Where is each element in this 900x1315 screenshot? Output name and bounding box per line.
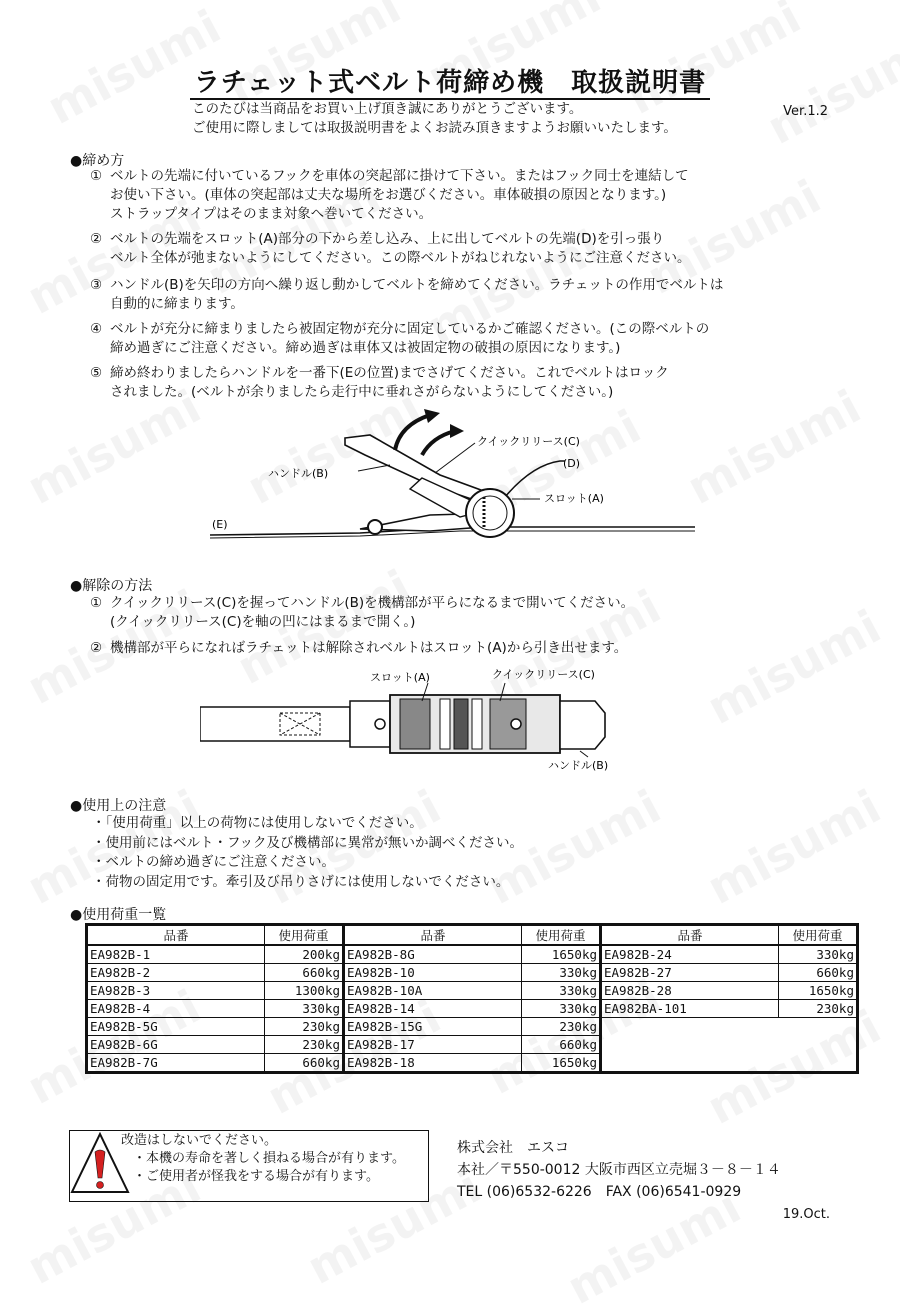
step-line: ベルトの先端に付いているフックを車体の突起部に掛けて下さい。またはフック同士を連結して <box>110 168 689 184</box>
col-part-header: 品番 <box>601 925 779 946</box>
part-number-cell: EA982BA-101 <box>601 1000 779 1018</box>
empty-cell <box>601 1036 779 1054</box>
caution-item: ・荷物の固定用です。牽引及び吊りさげには使用しないでください。 <box>92 873 510 890</box>
part-number-cell: EA982B-10 <box>344 964 522 982</box>
caution-item: ・ベルトの締め過ぎにご注意ください。 <box>92 854 335 870</box>
label-e: (E) <box>212 518 228 531</box>
tighten-step-1 <box>90 167 689 224</box>
issue-date: 19.Oct. <box>782 1207 830 1222</box>
company-info <box>457 1137 781 1203</box>
intro-line-2: ご使用に際しましては取扱説明書をよくお読み頂きますようお願いいたします。 <box>192 120 677 136</box>
tighten-step-5 <box>90 364 669 402</box>
tighten-heading: ●締め方 <box>70 153 125 169</box>
step-number: ① <box>90 168 103 184</box>
part-number-cell: EA982B-8G <box>344 945 522 964</box>
table-row <box>87 1000 858 1018</box>
table-row <box>87 1054 858 1073</box>
step-line: 機構部が平らになればラチェットは解除されベルトはスロット(A)から引き出せます。 <box>110 640 628 656</box>
version-label: Ver.1.2 <box>783 104 828 119</box>
step-line: 締め過ぎにご注意ください。締め過ぎは車体又は被固定物の破損の原因になります。) <box>110 340 621 356</box>
empty-cell <box>601 1054 779 1073</box>
load-value-cell: 230kg <box>265 1018 344 1036</box>
load-value-cell: 1650kg <box>522 945 601 964</box>
step-number: ① <box>90 595 103 611</box>
step-number: ② <box>90 640 103 656</box>
part-number-cell: EA982B-2 <box>87 964 265 982</box>
load-table-heading: ●使用荷重一覧 <box>70 907 167 923</box>
load-table <box>85 923 859 1074</box>
ratchet-release-diagram <box>200 665 640 780</box>
load-value-cell: 660kg <box>265 1054 344 1073</box>
part-number-cell: EA982B-4 <box>87 1000 265 1018</box>
label-handle: ハンドル(B) <box>548 759 609 772</box>
col-load-header: 使用荷重 <box>522 925 601 946</box>
warning-text <box>121 1132 405 1186</box>
part-number-cell: EA982B-10A <box>344 982 522 1000</box>
release-step-1 <box>90 594 634 632</box>
company-phone: TEL (06)6532-6226 FAX (06)6541-0929 <box>457 1184 742 1200</box>
ratchet-tighten-diagram <box>200 405 720 555</box>
load-value-cell: 1300kg <box>265 982 344 1000</box>
step-line: ベルトが充分に締まりましたら被固定物が充分に固定しているかご確認ください。(この際ベルトの <box>110 321 710 337</box>
step-line: 自動的に締まります。 <box>110 296 244 312</box>
col-part-header: 品番 <box>87 925 265 946</box>
label-quick-release: クイックリリース(C) <box>492 668 595 681</box>
warning-line: 改造はしないでください。 <box>121 1133 278 1148</box>
step-number: ④ <box>90 321 103 337</box>
label-d: (D) <box>563 457 581 470</box>
step-line: ベルトの先端をスロット(A)部分の下から差し込み、上に出してベルトの先端(D)を引っ張り <box>110 231 665 247</box>
step-number: ⑤ <box>90 365 103 381</box>
step-line: ストラップタイプはそのまま対象へ巻いてください。 <box>110 206 433 222</box>
part-number-cell: EA982B-5G <box>87 1018 265 1036</box>
step-line: されました。(ベルトが余りましたら走行中に垂れさがらないようにしてください。) <box>110 384 614 400</box>
caution-item: ・使用前にはベルト・フック及び機構部に異常が無いか調べください。 <box>92 834 524 851</box>
load-value-cell: 330kg <box>522 964 601 982</box>
intro-text <box>192 100 677 138</box>
load-value-cell: 200kg <box>265 945 344 964</box>
load-value-cell: 330kg <box>522 982 601 1000</box>
part-number-cell: EA982B-14 <box>344 1000 522 1018</box>
caution-heading: ●使用上の注意 <box>70 798 167 814</box>
table-header-row <box>87 925 858 946</box>
warning-line: ・本機の寿命を著しく損ねる場合が有ります。 <box>133 1151 405 1166</box>
col-load-header: 使用荷重 <box>779 925 858 946</box>
step-line: (クイックリリース(C)を軸の凹にはまるまで開く。) <box>110 614 416 630</box>
watermark-text <box>698 599 889 735</box>
load-value-cell: 330kg <box>265 1000 344 1018</box>
label-slot: スロット(A) <box>544 492 604 505</box>
empty-cell <box>779 1018 858 1036</box>
empty-cell <box>601 1018 779 1036</box>
load-value-cell: 660kg <box>779 964 858 982</box>
load-value-cell: 230kg <box>522 1018 601 1036</box>
watermark-text <box>698 779 889 915</box>
table-row <box>87 1018 858 1036</box>
release-heading: ●解除の方法 <box>70 578 153 594</box>
part-number-cell: EA982B-24 <box>601 945 779 964</box>
part-number-cell: EA982B-15G <box>344 1018 522 1036</box>
company-name: 株式会社 エスコ <box>457 1140 569 1156</box>
step-line: 締め終わりましたらハンドルを一番下(Eの位置)までさげてください。これでベルトはロック <box>110 365 669 381</box>
step-number: ③ <box>90 277 103 293</box>
step-line: クイックリリース(C)を握ってハンドル(B)を機構部が平らになるまで開いてください。 <box>110 595 635 611</box>
part-number-cell: EA982B-17 <box>344 1036 522 1054</box>
col-part-header: 品番 <box>344 925 522 946</box>
load-value-cell: 1650kg <box>779 982 858 1000</box>
empty-cell <box>779 1036 858 1054</box>
load-value-cell: 230kg <box>265 1036 344 1054</box>
load-value-cell: 330kg <box>779 945 858 964</box>
caution-list <box>92 814 523 892</box>
label-handle: ハンドル(B) <box>268 467 329 480</box>
load-value-cell: 330kg <box>522 1000 601 1018</box>
part-number-cell: EA982B-1 <box>87 945 265 964</box>
part-number-cell: EA982B-18 <box>344 1054 522 1073</box>
release-step-2 <box>90 639 627 658</box>
load-value-cell: 660kg <box>265 964 344 982</box>
step-line: ハンドル(B)を矢印の方向へ繰り返し動かしてベルトを締めてください。ラチェットの作用でベルトは <box>110 277 724 293</box>
direction-arrow-1 <box>395 415 430 450</box>
label-slot: スロット(A) <box>370 671 430 684</box>
table-row <box>87 945 858 964</box>
part-number-cell: EA982B-3 <box>87 982 265 1000</box>
intro-line-1: このたびは当商品をお買い上げ頂き誠にありがとうございます。 <box>192 101 583 117</box>
page-title <box>0 62 900 99</box>
step-line: お使い下さい。(車体の突起部は丈夫な場所をお選びください。車体破損の原因となります。) <box>110 187 667 203</box>
part-number-cell: EA982B-27 <box>601 964 779 982</box>
table-row <box>87 1036 858 1054</box>
caution-item: ・「使用荷重」以上の荷物には使用しないでください。 <box>92 815 423 831</box>
part-number-cell: EA982B-7G <box>87 1054 265 1073</box>
load-value-cell: 230kg <box>779 1000 858 1018</box>
step-number: ② <box>90 231 103 247</box>
load-value-cell: 660kg <box>522 1036 601 1054</box>
company-address: 本社／〒550-0012 大阪市西区立売堀３－８－１４ <box>457 1162 781 1178</box>
empty-cell <box>779 1054 858 1073</box>
tighten-step-4 <box>90 320 709 358</box>
tighten-step-2 <box>90 230 691 268</box>
tighten-step-3 <box>90 276 723 314</box>
label-quick-release: クイックリリース(C) <box>477 435 580 448</box>
step-line: ベルト全体が弛まないようにしてください。この際ベルトがねじれないようにご注意ください。 <box>110 250 691 266</box>
load-value-cell: 1650kg <box>522 1054 601 1073</box>
table-row <box>87 964 858 982</box>
table-row <box>87 982 858 1000</box>
part-number-cell: EA982B-28 <box>601 982 779 1000</box>
title-text: ラチェット式ベルト荷締め機 取扱説明書 <box>190 68 710 100</box>
part-number-cell: EA982B-6G <box>87 1036 265 1054</box>
col-load-header: 使用荷重 <box>265 925 344 946</box>
warning-line: ・ご使用者が怪我をする場合が有ります。 <box>133 1169 379 1184</box>
